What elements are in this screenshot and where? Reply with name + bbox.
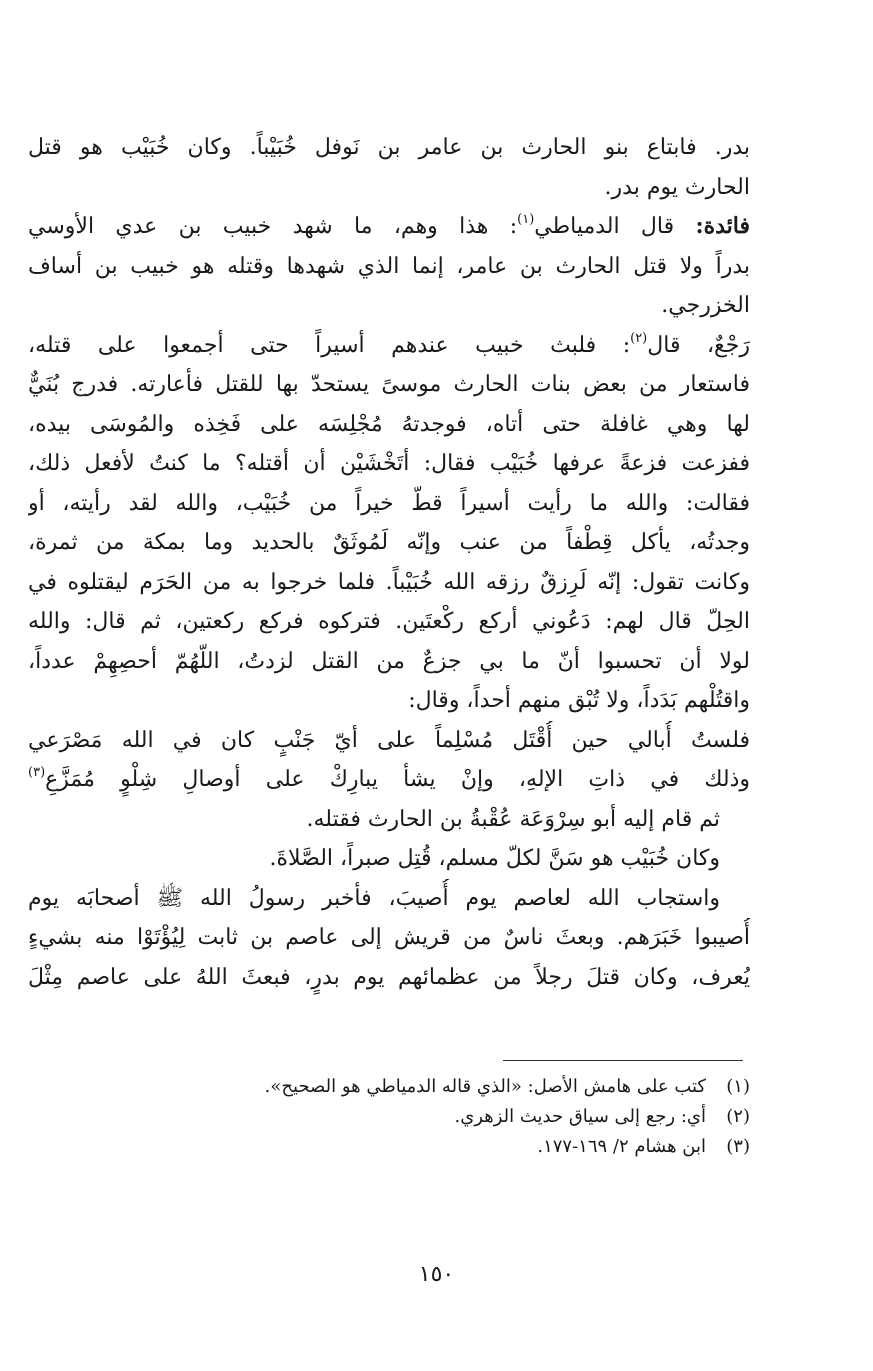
footnote-text: أي: رجع إلى سياق حديث الزهري. [454, 1106, 706, 1127]
text-line [28, 207, 750, 247]
footnote-item [120, 1072, 750, 1102]
text-fragment: رَجْعٌ، قال [647, 332, 750, 358]
text-line: وكان خُبَيْب هو سَنَّ لكلّ مسلم، قُتِل صبراً، الصَّلاةَ. [269, 846, 720, 871]
text-fragment: قال الدمياطي [534, 214, 696, 239]
footnote-separator [503, 1060, 743, 1061]
page-number: ١٥٠ [418, 1262, 455, 1287]
text-line: الحارث يوم بدر. [604, 174, 750, 200]
text-line: فاستعار من بعض بنات الحارث موسىً يستحدّ بها للقتل فأعارته. فدرج بُنَيٌّ [28, 372, 750, 397]
footnote-text: كتب على هامش الأصل: «الذي قاله الدمياطي هو الصحيح». [264, 1076, 706, 1097]
text-line: بدراً ولا قتل الحارث بن عامر، إنما الذي شهدها وقتله هو خبيب بن أساف [28, 253, 750, 279]
poem-line: فلستُ أُبالي حين أُقْتَل مُسْلِماً على أيّ جَنْبٍ كان في الله مَصْرَعي [28, 727, 750, 753]
footnote-number: (٣) [726, 1136, 750, 1157]
text-line: وجدتُه، يأكل قِطْفاً من عنب وإنّه لَمُوثَقٌ بالحديد وما بمكة من ثمرة، [28, 530, 750, 555]
text-line: لولا أن تحسبوا أنّ ما بي جزعٌ من القتل لزدتُ، اللّهُمّ أحصِهِمْ عدداً، [28, 648, 750, 674]
text-fragment: : فلبث خبيب عندهم أسيراً حتى أجمعوا على قتله، [28, 332, 631, 358]
footnote-ref-1[interactable]: (١) [517, 212, 535, 227]
text-line: ففزعت فزعةً عرفها خُبَيْب فقال: أتَخْشَيْن أن أقتله؟ ما كنتُ لأفعل ذلك، [28, 451, 750, 476]
note-label: فائدة: [695, 213, 750, 239]
footnote-item [120, 1132, 750, 1162]
footnote-ref-3[interactable]: (٣) [28, 765, 46, 780]
text-fragment: وذلك في ذاتِ الإلهِ، وإنْ يشأ يبارِكْ على أوصالِ شِلْوٍ مُمَزَّعِ [45, 767, 750, 792]
text-line: يُعرف، وكان قتلَ رجلاً من عظمائهم يوم بدرٍ، فبعثَ اللهُ على عاصم مِثْلَ [28, 964, 750, 990]
text-line: واستجاب الله لعاصم يوم أُصيبَ، فأخبر رسولُ الله ﷺ أصحابَه يوم [28, 885, 720, 911]
footnote-text: ابن هشام ٢/ ١٦٩-١٧٧. [537, 1136, 706, 1157]
footnote-number: (١) [726, 1076, 750, 1097]
footnote-number: (٢) [726, 1106, 750, 1127]
text-line: واقتُلْهم بَدَداً، ولا تُبْق منهم أحداً، وقال: [408, 688, 750, 713]
text-line: ثم قام إليه أبو سِرْوَعَة عُقْبةُ بن الحارث فقتله. [306, 806, 720, 832]
poem-line [28, 760, 750, 800]
main-text [28, 128, 750, 997]
footnotes [120, 1072, 750, 1162]
text-line: الخزرجي. [661, 293, 750, 318]
text-line: وكانت تقول: إنّه لَرِزقٌ رزقه الله خُبَيْباً. فلما خرجوا به من الحَرَم ليقتلوه في [28, 569, 750, 595]
text-fragment: : هذا وهم، ما شهد خبيب بن عدي الأوسي [28, 214, 518, 239]
text-line: أُصيبوا خَبَرَهم. وبعثَ ناسٌ من قريش إلى عاصم بن ثابت لِيُؤْتَوْا منه بشيءٍ [28, 925, 750, 950]
text-line [28, 326, 750, 366]
text-line: بدر. فابتاع بنو الحارث بن عامر بن نَوفل خُبَيْباً. وكان خُبَيْب هو قتل [28, 135, 750, 160]
text-line: الحِلّ قال لهم: دَعُوني أركع ركْعتَين. فتركوه فركع ركعتين، ثم قال: والله [28, 609, 750, 634]
footnote-item [120, 1102, 750, 1132]
footnote-ref-2[interactable]: (٢) [630, 330, 648, 346]
text-line: لها وهي غافلة حتى أتاه، فوجدتهُ مُجْلِسَه على فَخِذه والمُوسَى بيده، [28, 411, 750, 437]
text-line: فقالت: والله ما رأيت أسيراً قطّ خيراً من خُبَيْب، والله لقد رأيته، أو [28, 490, 750, 516]
